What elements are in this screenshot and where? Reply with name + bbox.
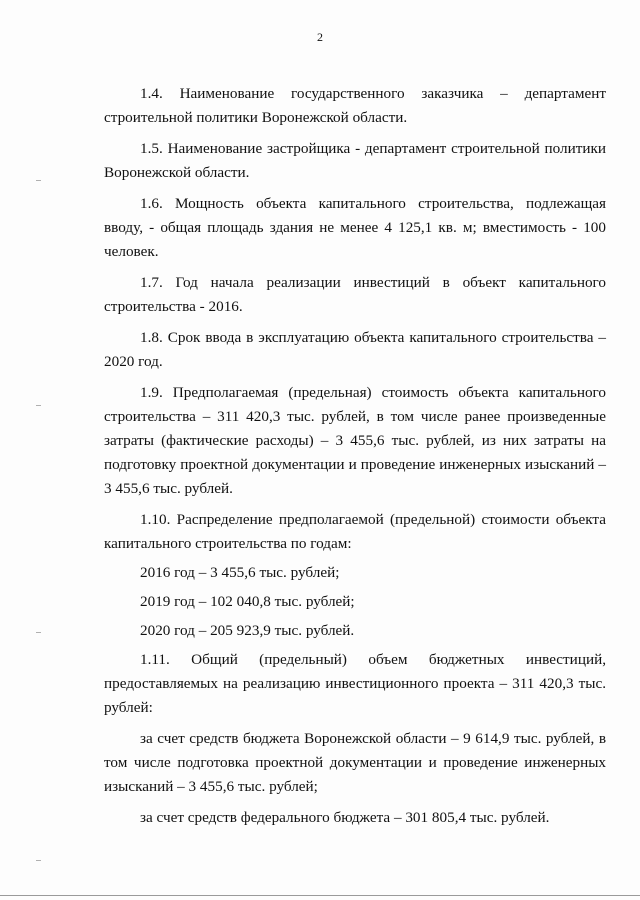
paragraph-1-5: 1.5. Наименование застройщика - департамент строительной политики Воронежской области.: [104, 140, 606, 181]
paragraph-federal-budget: за счет средств федерального бюджета – 301 805,4 тыс. рублей.: [140, 809, 550, 826]
paragraph-1-6: 1.6. Мощность объекта капитального строительства, подлежащая вводу, - общая площадь здания не менее 4 125,1 кв. м; вместимость - 100 человек.: [104, 195, 606, 260]
paragraph-1-4: 1.4. Наименование государственного заказчика – департамент строительной политики Воронежской области.: [104, 85, 606, 126]
year-line-2019: 2019 год – 102 040,8 тыс. рублей;: [140, 593, 355, 610]
paragraph-1-7: 1.7. Год начала реализации инвестиций в объект капитального строительства - 2016.: [104, 274, 606, 315]
year-line-2020: 2020 год – 205 923,9 тыс. рублей.: [140, 622, 355, 639]
paragraph-1-8: 1.8. Срок ввода в эксплуатацию объекта капитального строительства – 2020 год.: [104, 329, 606, 370]
scan-artifact: [36, 632, 41, 633]
scan-artifact: [36, 860, 41, 861]
paragraph-1-10: 1.10. Распределение предполагаемой (предельной) стоимости объекта капитального строительства по годам:: [104, 511, 606, 552]
scan-bottom-edge: [0, 895, 640, 896]
scan-artifact: [36, 405, 41, 406]
paragraph-1-11: 1.11. Общий (предельный) объем бюджетных инвестиций, предоставляемых на реализацию инвестиционного проекта – 311 420,3 тыс. рублей:: [104, 651, 606, 716]
document-body: [104, 82, 606, 837]
paragraph-1-9: 1.9. Предполагаемая (предельная) стоимость объекта капитального строительства – 311 420,3 тыс. рублей, в том числе ранее произведенные затраты (фактические расходы) – 3 455,6 тыс. рублей, из них затраты на подготовку проектной документации и проведение инженерных изысканий – 3 455,6 тыс. рублей.: [104, 384, 606, 497]
page-number: 2: [317, 30, 323, 44]
scan-artifact: [36, 180, 41, 181]
year-line-2016: 2016 год – 3 455,6 тыс. рублей;: [140, 564, 340, 581]
paragraph-regional-budget: за счет средств бюджета Воронежской области – 9 614,9 тыс. рублей, в том числе подготовка проектной документации и проведение инженерных изысканий – 3 455,6 тыс. рублей;: [104, 730, 606, 795]
